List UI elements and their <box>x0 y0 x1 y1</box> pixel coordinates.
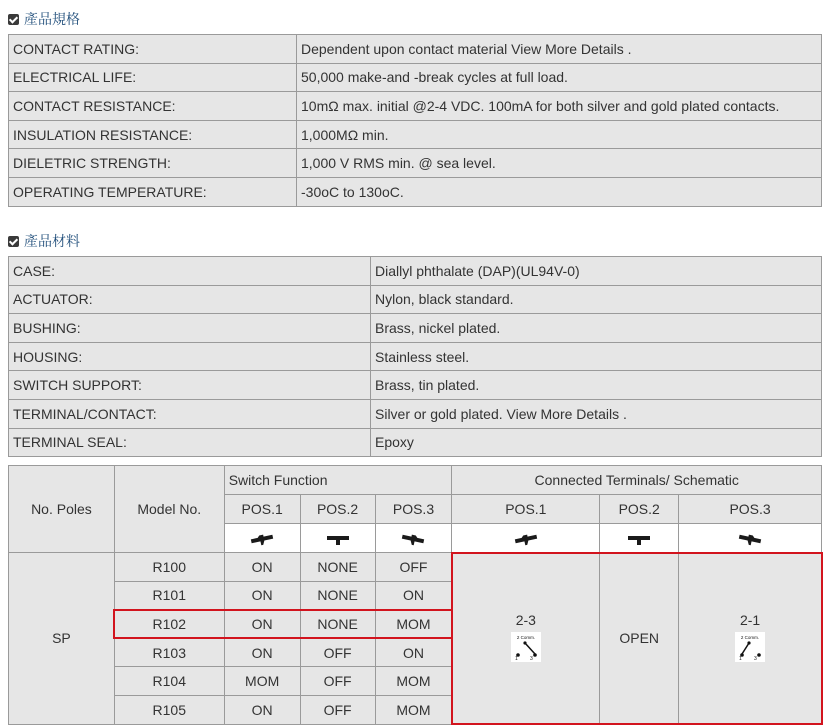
pos2-cell: NONE <box>300 581 375 610</box>
svg-text:2 Comm.: 2 Comm. <box>517 635 535 640</box>
material-label: ACTUATOR: <box>9 285 371 314</box>
spec-value: 1,000 V RMS min. @ sea level. <box>297 149 822 178</box>
materials-table <box>8 256 822 457</box>
section-materials-header[interactable] <box>8 231 80 251</box>
schematic-pos2-cell: OPEN <box>600 553 679 725</box>
checkbox-checked-icon[interactable] <box>8 236 19 247</box>
header-sf-pos2: POS.2 <box>300 495 375 524</box>
spec-value: Dependent upon contact material View More Details . <box>297 35 822 64</box>
toggle-pos2-icon <box>600 524 679 553</box>
material-row <box>9 342 822 371</box>
spec-row <box>9 149 822 178</box>
spec-value: 10mΩ max. initial @2-4 VDC. 100mA for both silver and gold plated contacts. <box>297 92 822 121</box>
pos2-cell: NONE <box>300 553 375 582</box>
schematic-pos1-terminals: 2-3 <box>452 612 599 628</box>
spec-row <box>9 120 822 149</box>
spec-value: 50,000 make-and -break cycles at full load. <box>297 63 822 92</box>
material-label: BUSHING: <box>9 314 371 343</box>
toggle-pos1-icon <box>224 524 300 553</box>
pos2-cell: OFF <box>300 695 375 724</box>
spec-value: 1,000MΩ min. <box>297 120 822 149</box>
toggle-pos2-icon <box>300 524 375 553</box>
svg-text:1: 1 <box>739 656 742 662</box>
material-label: SWITCH SUPPORT: <box>9 371 371 400</box>
material-label: CASE: <box>9 257 371 286</box>
header-ct-pos1: POS.1 <box>452 495 600 524</box>
material-row <box>9 399 822 428</box>
material-row <box>9 285 822 314</box>
material-value: Brass, nickel plated. <box>371 314 822 343</box>
spec-label: INSULATION RESISTANCE: <box>9 120 297 149</box>
toggle-pos3-icon <box>679 524 822 553</box>
section-materials-title: 產品材料 <box>24 231 80 251</box>
pos2-cell: OFF <box>300 667 375 696</box>
spec-row <box>9 92 822 121</box>
model-row <box>9 553 822 582</box>
header-ct-pos3: POS.3 <box>679 495 822 524</box>
spec-label: DIELETRIC STRENGTH: <box>9 149 297 178</box>
material-row <box>9 257 822 286</box>
schematic-pos3-cell <box>679 553 822 725</box>
material-value: Epoxy <box>371 428 822 457</box>
material-row <box>9 371 822 400</box>
model-no-cell: R100 <box>114 553 224 582</box>
model-no-cell: R105 <box>114 695 224 724</box>
spec-label: CONTACT RESISTANCE: <box>9 92 297 121</box>
material-value: Silver or gold plated. View More Details . <box>371 399 822 428</box>
pos3-cell: MOM <box>375 667 452 696</box>
pos1-cell: MOM <box>224 667 300 696</box>
spec-row <box>9 177 822 206</box>
section-specs-title: 產品規格 <box>24 9 80 29</box>
toggle-pos1-icon <box>452 524 600 553</box>
schematic-pos1-cell <box>452 553 600 725</box>
model-no-cell: R104 <box>114 667 224 696</box>
material-row <box>9 428 822 457</box>
material-row <box>9 314 822 343</box>
material-value: Stainless steel. <box>371 342 822 371</box>
pos3-cell: MOM <box>375 695 452 724</box>
spec-label: ELECTRICAL LIFE: <box>9 63 297 92</box>
material-value: Brass, tin plated. <box>371 371 822 400</box>
pos3-cell: MOM <box>375 610 452 639</box>
spec-value: -30oC to 130oC. <box>297 177 822 206</box>
spec-row <box>9 35 822 64</box>
pos1-cell: ON <box>224 553 300 582</box>
material-label: HOUSING: <box>9 342 371 371</box>
material-label: TERMINAL SEAL: <box>9 428 371 457</box>
poles-cell: SP <box>9 553 115 725</box>
pos1-cell: ON <box>224 581 300 610</box>
pos3-cell: ON <box>375 581 452 610</box>
section-specs-header[interactable] <box>8 9 80 29</box>
model-table <box>8 465 822 725</box>
pos3-cell: ON <box>375 638 452 667</box>
model-no-cell: R101 <box>114 581 224 610</box>
model-no-cell: R103 <box>114 638 224 667</box>
svg-text:1: 1 <box>515 656 518 662</box>
checkbox-checked-icon[interactable] <box>8 14 19 25</box>
material-value: Nylon, black standard. <box>371 285 822 314</box>
header-connected-terminals: Connected Terminals/ Schematic <box>452 466 822 495</box>
specs-table <box>8 34 822 207</box>
svg-text:2 Comm.: 2 Comm. <box>741 635 759 640</box>
pos1-cell: ON <box>224 695 300 724</box>
pos2-cell: NONE <box>300 610 375 639</box>
pos2-cell: OFF <box>300 638 375 667</box>
spec-row <box>9 63 822 92</box>
spec-label: OPERATING TEMPERATURE: <box>9 177 297 206</box>
header-no-poles: No. Poles <box>9 466 115 553</box>
toggle-pos3-icon <box>375 524 452 553</box>
header-sf-pos1: POS.1 <box>224 495 300 524</box>
schematic-diagram-icon <box>511 632 541 662</box>
model-no-cell: R102 <box>114 610 224 639</box>
schematic-diagram-icon <box>735 632 765 662</box>
header-model-no: Model No. <box>114 466 224 553</box>
schematic-pos3-terminals: 2-1 <box>679 612 821 628</box>
spec-label: CONTACT RATING: <box>9 35 297 64</box>
svg-text:3: 3 <box>530 656 533 662</box>
header-switch-function: Switch Function <box>224 466 452 495</box>
header-sf-pos3: POS.3 <box>375 495 452 524</box>
pos1-cell: ON <box>224 610 300 639</box>
pos1-cell: ON <box>224 638 300 667</box>
material-value: Diallyl phthalate (DAP)(UL94V-0) <box>371 257 822 286</box>
svg-text:3: 3 <box>754 656 757 662</box>
header-ct-pos2: POS.2 <box>600 495 679 524</box>
pos3-cell: OFF <box>375 553 452 582</box>
material-label: TERMINAL/CONTACT: <box>9 399 371 428</box>
